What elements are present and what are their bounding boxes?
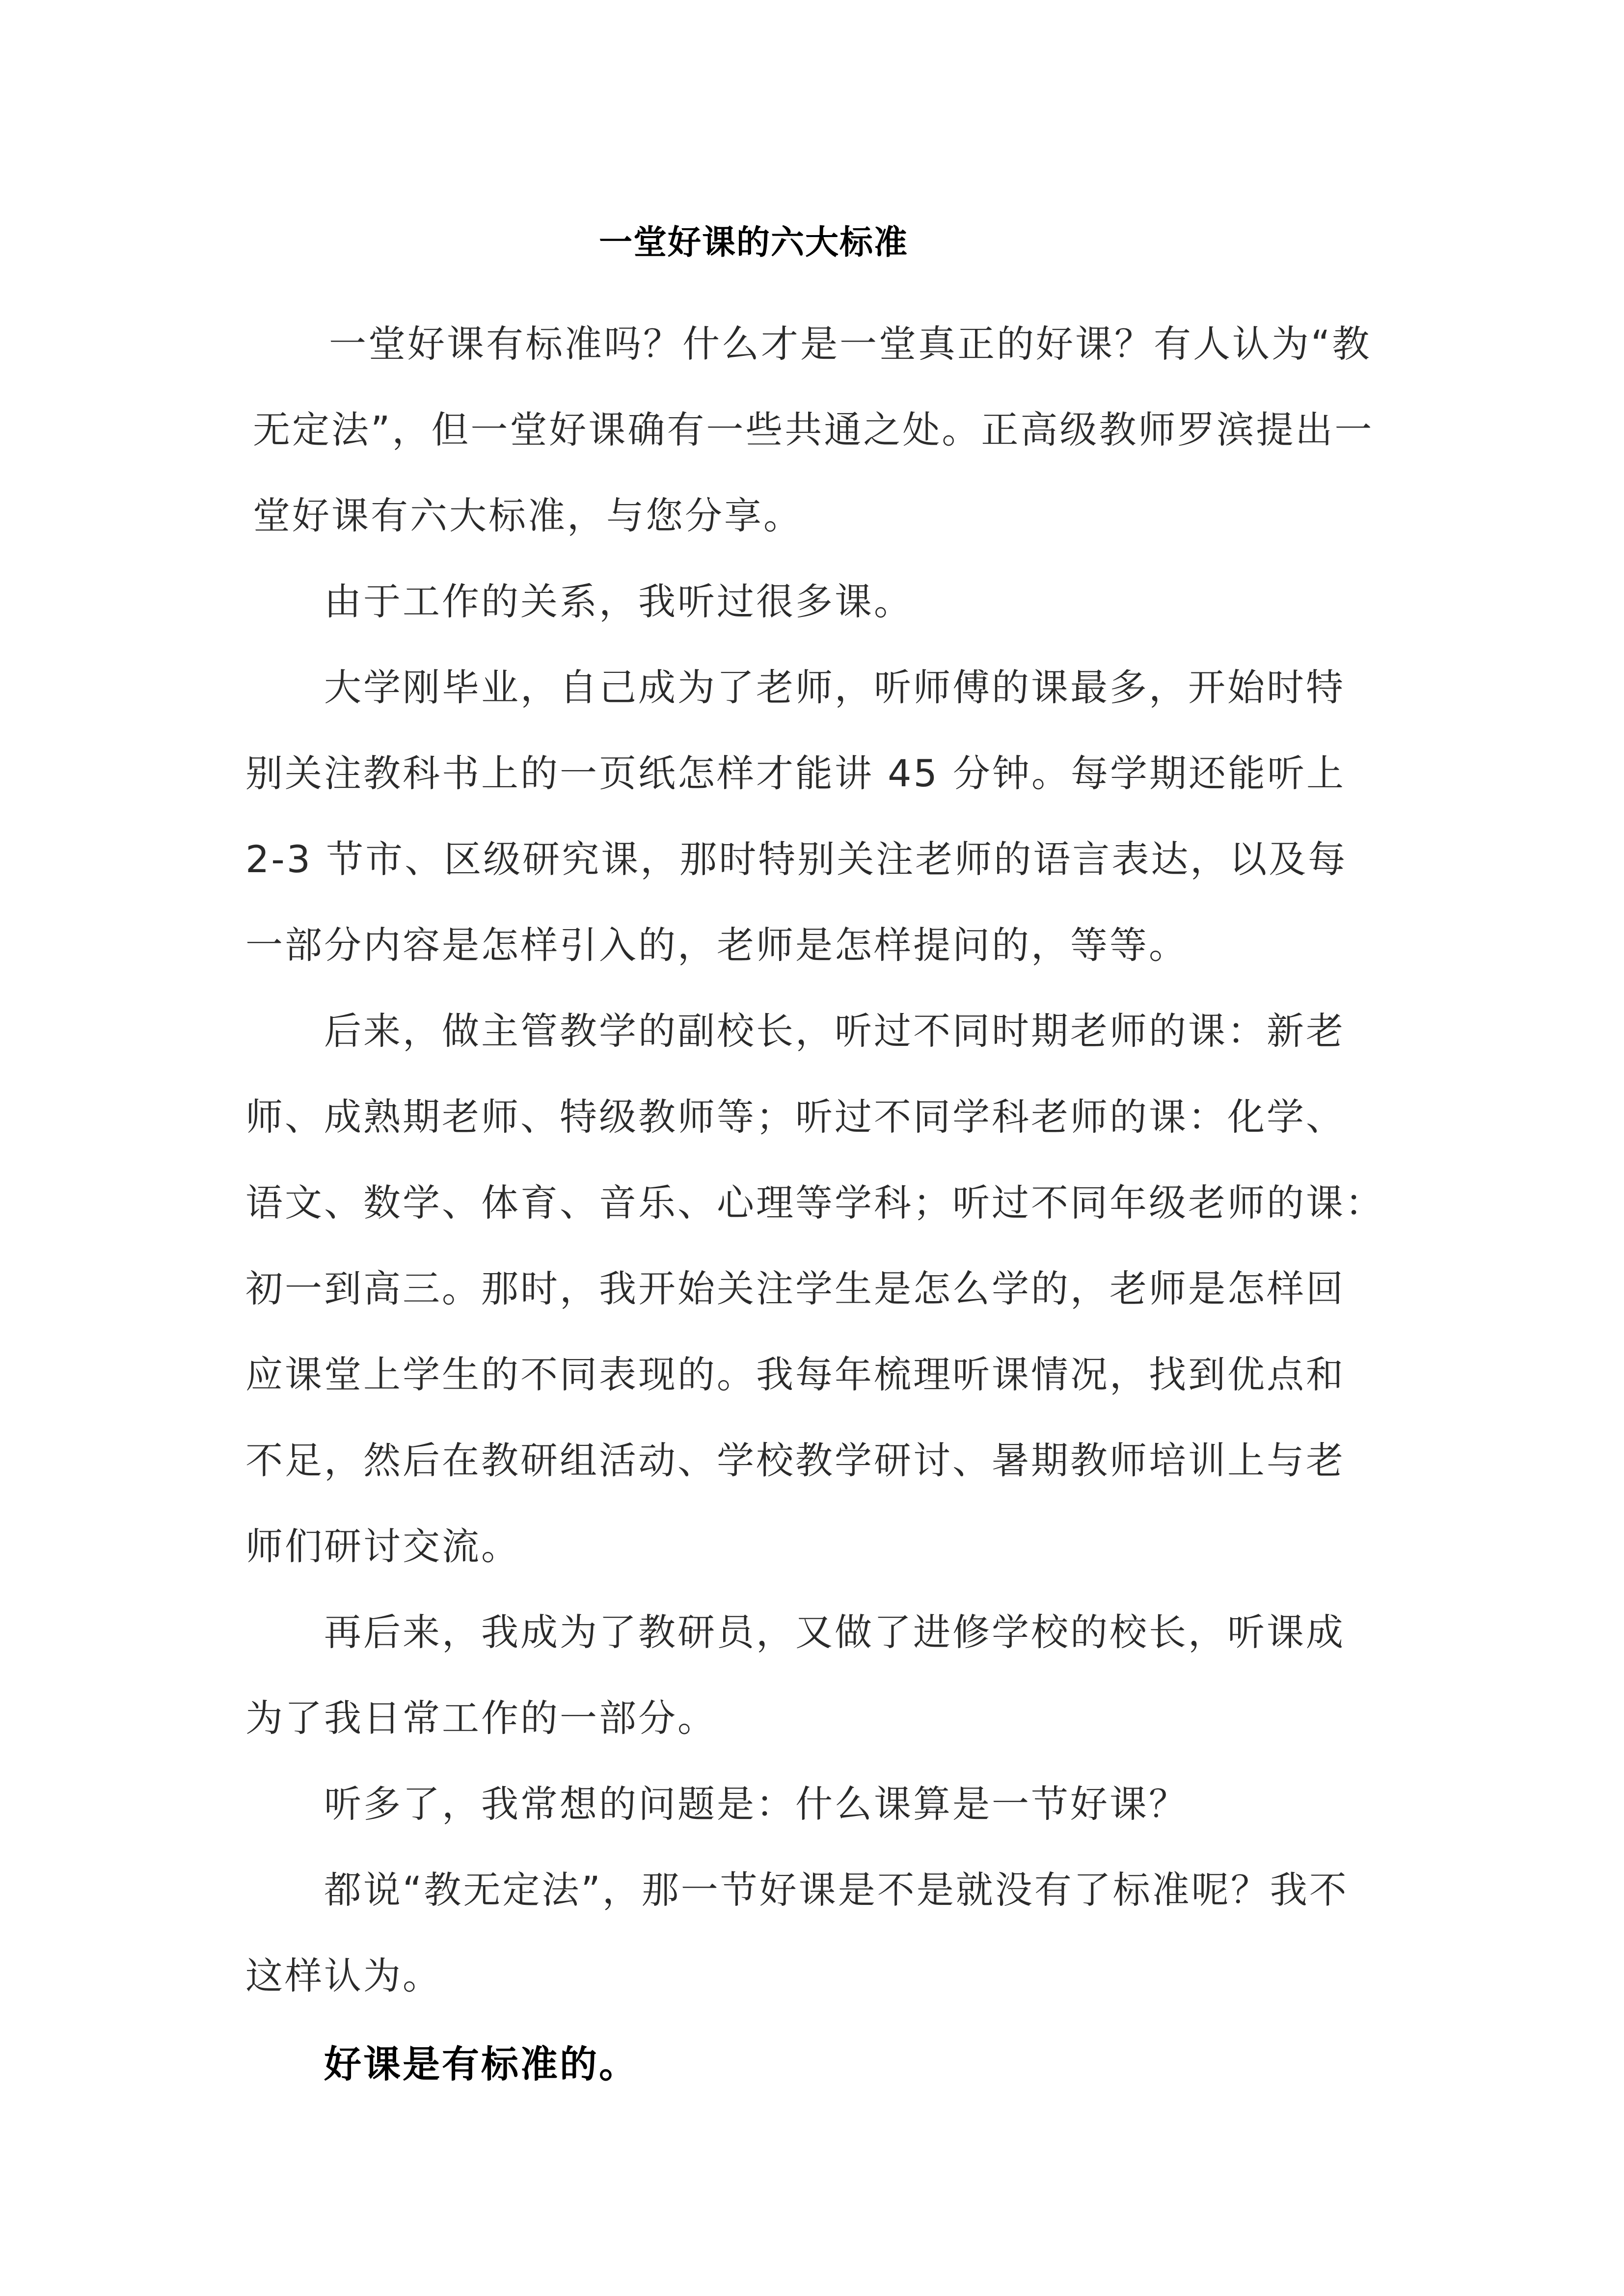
paragraph-line: 再后来，我成为了教研员，又做了进修学校的校长，听课成 bbox=[324, 1610, 1345, 1654]
paragraph-line: 为了我日常工作的一部分。 bbox=[245, 1696, 717, 1740]
paragraph-line: 由于工作的关系，我听过很多课。 bbox=[324, 580, 913, 623]
paragraph-line: 一堂好课有标准吗？什么才是一堂真正的好课？有人认为“教 bbox=[329, 322, 1372, 366]
paragraph-line: 不足，然后在教研组活动、学校教学研讨、暑期教师培训上与老 bbox=[245, 1439, 1345, 1482]
emphasis-line: 好课是有标准的。 bbox=[324, 2042, 638, 2086]
paragraph-line: 语文、数学、体育、音乐、心理等学科；听过不同年级老师的课： bbox=[245, 1181, 1384, 1225]
paragraph-line: 师、成熟期老师、特级教师等；听过不同学科老师的课：化学、 bbox=[245, 1095, 1345, 1139]
paragraph-line: 师们研讨交流。 bbox=[245, 1524, 520, 1568]
paragraph-line: 无定法”，但一堂好课确有一些共通之处。正高级教师罗滨提出一 bbox=[253, 408, 1374, 452]
paragraph-line: 都说“教无定法”，那一节好课是不是就没有了标准呢？我不 bbox=[324, 1868, 1349, 1912]
paragraph-line: 堂好课有六大标准，与您分享。 bbox=[253, 494, 803, 537]
document-title: 一堂好课的六大标准 bbox=[599, 223, 909, 262]
paragraph-line: 2-3 节市、区级研究课，那时特别关注老师的语言表达，以及每 bbox=[245, 837, 1348, 881]
paragraph-line: 听多了，我常想的问题是：什么课算是一节好课？ bbox=[324, 1782, 1188, 1826]
paragraph-line: 别关注教科书上的一页纸怎样才能讲 45 分钟。每学期还能听上 bbox=[245, 751, 1346, 795]
paragraph-line: 后来，做主管教学的副校长，听过不同时期老师的课：新老 bbox=[324, 1009, 1345, 1053]
paragraph-line: 大学刚毕业，自己成为了老师，听师傅的课最多，开始时特 bbox=[324, 666, 1345, 709]
paragraph-line: 初一到高三。那时，我开始关注学生是怎么学的，老师是怎样回 bbox=[245, 1267, 1345, 1310]
paragraph-line: 应课堂上学生的不同表现的。我每年梳理听课情况，找到优点和 bbox=[245, 1353, 1345, 1396]
paragraph-line: 一部分内容是怎样引入的，老师是怎样提问的，等等。 bbox=[245, 923, 1188, 967]
paragraph-line: 这样认为。 bbox=[245, 1954, 442, 1998]
